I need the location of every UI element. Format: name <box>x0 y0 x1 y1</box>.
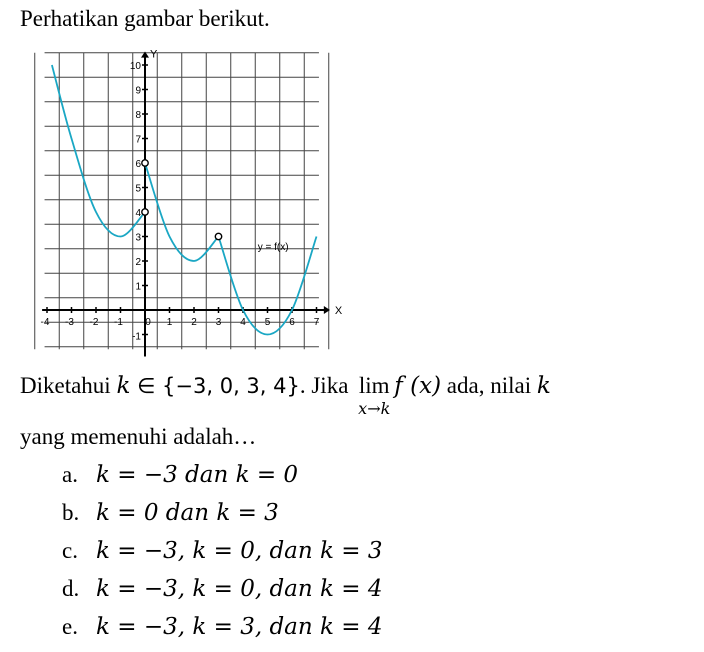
open-point <box>142 209 148 215</box>
x-tick-label: 6 <box>289 317 295 328</box>
x-tick-label: -1 <box>114 317 123 328</box>
x-tick-label: 5 <box>264 317 271 328</box>
option-b[interactable] <box>62 500 382 538</box>
option-label: b. <box>62 500 80 525</box>
lim-word: lim <box>358 373 390 398</box>
intro-text: Perhatikan gambar berikut. <box>20 6 270 31</box>
x-tick-label: 7 <box>313 317 320 328</box>
option-text: k = −3, k = 0, dan k = 3 <box>96 538 383 564</box>
function-fx: f (x) <box>394 373 442 399</box>
option-text: k = −3, k = 0, dan k = 4 <box>96 576 383 602</box>
x-tick-label: -4 <box>40 317 50 328</box>
y-tick-label: 2 <box>135 257 141 268</box>
option-a[interactable] <box>62 462 382 500</box>
x-tick-label: -2 <box>89 317 99 328</box>
x-tick-label: -3 <box>65 317 74 328</box>
question-line2: yang memenuhi adalah… <box>20 424 257 449</box>
option-label: a. <box>62 462 78 487</box>
option-label: e. <box>62 614 78 639</box>
function-graph <box>20 44 343 360</box>
lim-subscript: x→k <box>358 399 391 418</box>
question-part1: Diketahui <box>20 373 117 398</box>
option-label: d. <box>62 576 80 601</box>
x-tick-label: 0 <box>145 317 151 328</box>
in-symbol: ∈ <box>130 374 163 398</box>
open-point <box>142 160 148 166</box>
y-tick-label: 1 <box>135 281 141 293</box>
y-tick-label: 6 <box>135 159 141 170</box>
y-tick-label: -1 <box>132 331 141 343</box>
x-tick-label: 3 <box>215 317 222 328</box>
open-point <box>215 233 221 239</box>
question-part2: . Jika <box>299 373 355 398</box>
x-tick-label: 2 <box>191 317 197 328</box>
option-text: k = 0 dan k = 3 <box>96 500 279 526</box>
y-tick-label: 7 <box>135 134 141 146</box>
y-tick-label: 10 <box>129 61 141 72</box>
option-label: c. <box>62 538 78 563</box>
option-d[interactable] <box>62 576 382 614</box>
question-text <box>20 372 551 418</box>
x-tick-label: 4 <box>240 317 246 328</box>
var-k: k <box>116 373 131 399</box>
option-e[interactable] <box>62 614 382 652</box>
y-tick-label: 4 <box>135 208 141 219</box>
option-text: k = −3 dan k = 0 <box>96 462 299 488</box>
x-tick-label: 1 <box>166 317 173 328</box>
question-part3: ada, nilai <box>441 373 537 398</box>
option-c[interactable] <box>62 538 382 576</box>
options-list <box>62 462 382 652</box>
y-tick-label: 9 <box>135 85 141 97</box>
y-tick-label: 8 <box>135 110 141 121</box>
option-text: k = −3, k = 3, dan k = 4 <box>96 614 383 640</box>
var-k2: k <box>536 373 551 399</box>
function-label: y = f(x) <box>257 241 289 253</box>
limit-expression <box>358 372 390 418</box>
value-set: {−3, 0, 3, 4} <box>162 374 300 398</box>
y-tick-label: 3 <box>135 232 141 244</box>
x-axis-label: X <box>334 305 343 317</box>
y-tick-label: 5 <box>135 183 141 195</box>
y-axis-label: Y <box>150 48 158 61</box>
